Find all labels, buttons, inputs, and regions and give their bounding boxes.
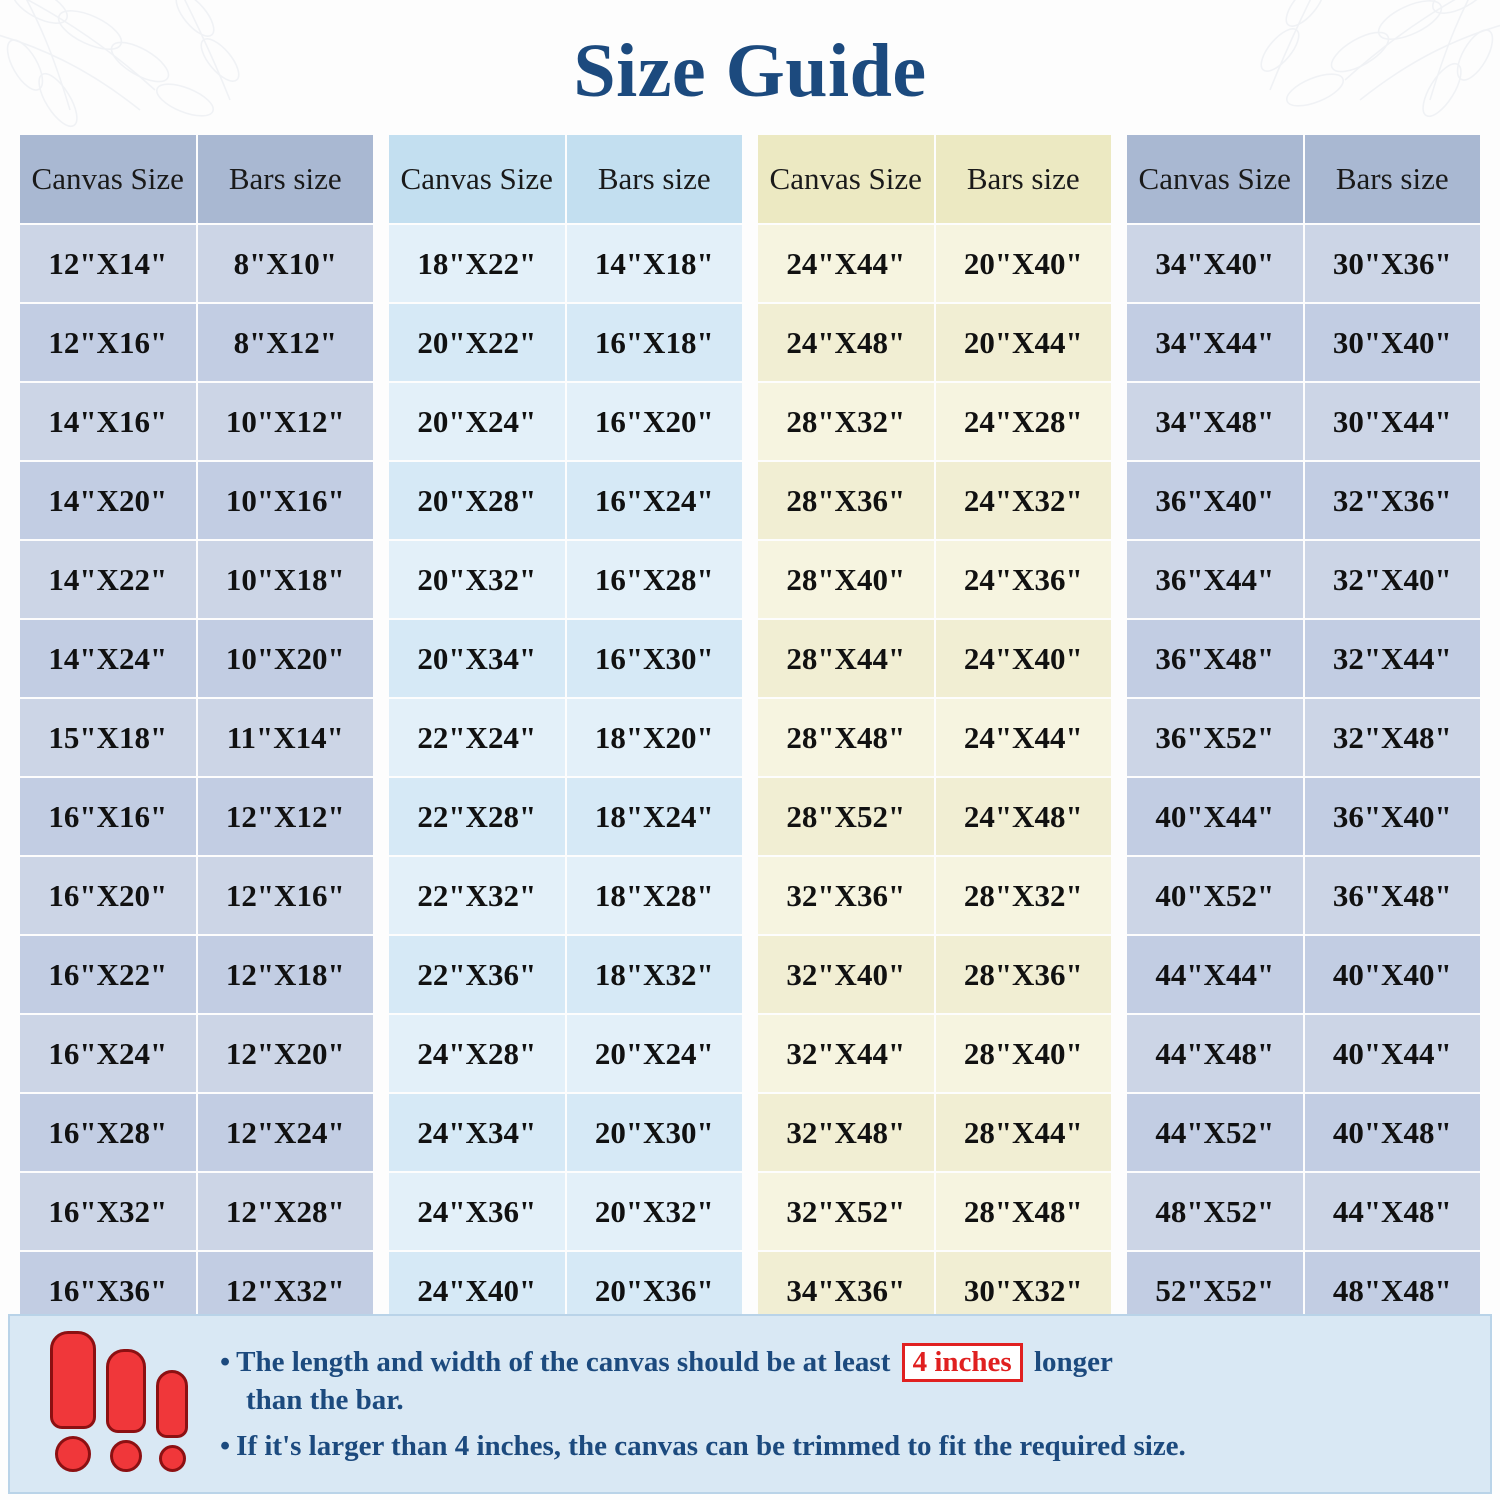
table-row (389, 304, 742, 381)
canvas-size-cell: 22"X32" (389, 857, 565, 934)
table-row (1127, 462, 1480, 539)
canvas-size-cell: 18"X22" (389, 225, 565, 302)
bars-size-cell: 36"X40" (1305, 778, 1481, 855)
bars-size-cell: 24"X36" (936, 541, 1112, 618)
table-body-1 (20, 225, 373, 1329)
bars-size-cell: 48"X48" (1305, 1252, 1481, 1329)
table-row (1127, 1015, 1480, 1092)
bars-size-cell: 40"X40" (1305, 936, 1481, 1013)
table-row (389, 778, 742, 855)
size-table-3 (756, 133, 1113, 1331)
bars-size-cell: 18"X24" (567, 778, 743, 855)
size-tables-container (0, 133, 1500, 1331)
bars-size-cell: 12"X24" (198, 1094, 374, 1171)
table-header-row (758, 135, 1111, 223)
table-row (758, 699, 1111, 776)
bars-size-cell: 12"X18" (198, 936, 374, 1013)
canvas-size-cell: 34"X36" (758, 1252, 934, 1329)
bars-size-cell: 14"X18" (567, 225, 743, 302)
table-row (1127, 857, 1480, 934)
table-row (758, 225, 1111, 302)
column-header-bars-size: Bars size (198, 135, 374, 223)
bars-size-cell: 36"X48" (1305, 857, 1481, 934)
canvas-size-cell: 28"X32" (758, 383, 934, 460)
canvas-size-cell: 34"X40" (1127, 225, 1303, 302)
canvas-size-cell: 28"X40" (758, 541, 934, 618)
canvas-size-cell: 36"X40" (1127, 462, 1303, 539)
table-row (20, 462, 373, 539)
table-row (1127, 541, 1480, 618)
bars-size-cell: 20"X36" (567, 1252, 743, 1329)
canvas-size-cell: 24"X28" (389, 1015, 565, 1092)
table-row (389, 936, 742, 1013)
canvas-size-cell: 16"X16" (20, 778, 196, 855)
canvas-size-cell: 24"X34" (389, 1094, 565, 1171)
table-row (758, 541, 1111, 618)
column-header-bars-size: Bars size (936, 135, 1112, 223)
canvas-size-cell: 32"X36" (758, 857, 934, 934)
canvas-size-cell: 28"X36" (758, 462, 934, 539)
bars-size-cell: 30"X40" (1305, 304, 1481, 381)
size-table-1 (18, 133, 375, 1331)
note-1-text-part-1: The length and width of the canvas should be at least (236, 1346, 891, 1379)
column-header-bars-size: Bars size (567, 135, 743, 223)
table-row (758, 857, 1111, 934)
bars-size-cell: 24"X32" (936, 462, 1112, 539)
table-row (389, 1173, 742, 1250)
table-row (20, 1173, 373, 1250)
table-row (1127, 699, 1480, 776)
bars-size-cell: 28"X48" (936, 1173, 1112, 1250)
canvas-size-cell: 20"X34" (389, 620, 565, 697)
table-header-row (1127, 135, 1480, 223)
bars-size-cell: 28"X36" (936, 936, 1112, 1013)
bars-size-cell: 20"X30" (567, 1094, 743, 1171)
bars-size-cell: 18"X20" (567, 699, 743, 776)
bars-size-cell: 10"X20" (198, 620, 374, 697)
bars-size-cell: 30"X32" (936, 1252, 1112, 1329)
bars-size-cell: 28"X40" (936, 1015, 1112, 1092)
table-row (389, 541, 742, 618)
footer-notes (214, 1343, 1476, 1465)
canvas-size-cell: 22"X36" (389, 936, 565, 1013)
canvas-size-cell: 28"X52" (758, 778, 934, 855)
bars-size-cell: 18"X32" (567, 936, 743, 1013)
table-row (758, 620, 1111, 697)
bars-size-cell: 12"X16" (198, 857, 374, 934)
canvas-size-cell: 28"X44" (758, 620, 934, 697)
canvas-size-cell: 36"X48" (1127, 620, 1303, 697)
bars-size-cell: 20"X32" (567, 1173, 743, 1250)
bars-size-cell: 16"X28" (567, 541, 743, 618)
table-row (758, 936, 1111, 1013)
table-row (389, 857, 742, 934)
table-row (758, 1015, 1111, 1092)
canvas-size-cell: 24"X48" (758, 304, 934, 381)
canvas-size-cell: 44"X44" (1127, 936, 1303, 1013)
exclamation-icon (156, 1370, 188, 1472)
table-row (758, 383, 1111, 460)
canvas-size-cell: 48"X52" (1127, 1173, 1303, 1250)
bars-size-cell: 44"X48" (1305, 1173, 1481, 1250)
bars-size-cell: 40"X48" (1305, 1094, 1481, 1171)
page-title: Size Guide (573, 29, 927, 113)
table-row (389, 462, 742, 539)
bars-size-cell: 16"X30" (567, 620, 743, 697)
bars-size-cell: 12"X20" (198, 1015, 374, 1092)
bars-size-cell: 32"X44" (1305, 620, 1481, 697)
table-body-3 (758, 225, 1111, 1329)
bars-size-cell: 16"X24" (567, 462, 743, 539)
table-header-row (389, 135, 742, 223)
note-2-text: If it's larger than 4 inches, the canvas can be trimmed to fit the required size. (236, 1430, 1186, 1463)
canvas-size-cell: 22"X28" (389, 778, 565, 855)
table-row (20, 383, 373, 460)
note-1-line-2: than the bar. (246, 1383, 404, 1416)
canvas-size-cell: 16"X22" (20, 936, 196, 1013)
table-row (1127, 1094, 1480, 1171)
table-row (20, 699, 373, 776)
bullet-icon: • (220, 1346, 231, 1379)
bars-size-cell: 12"X28" (198, 1173, 374, 1250)
table-row (389, 1015, 742, 1092)
note-line-1 (220, 1343, 1476, 1418)
bars-size-cell: 28"X32" (936, 857, 1112, 934)
table-row (758, 304, 1111, 381)
canvas-size-cell: 14"X22" (20, 541, 196, 618)
table-row (389, 225, 742, 302)
canvas-size-cell: 36"X52" (1127, 699, 1303, 776)
canvas-size-cell: 40"X44" (1127, 778, 1303, 855)
bars-size-cell: 28"X44" (936, 1094, 1112, 1171)
table-row (20, 304, 373, 381)
column-header-canvas-size: Canvas Size (389, 135, 565, 223)
note-line-2 (220, 1428, 1476, 1465)
note-1-text-part-2: longer (1033, 1346, 1113, 1379)
table-row (20, 857, 373, 934)
table-row (1127, 620, 1480, 697)
canvas-size-cell: 16"X20" (20, 857, 196, 934)
table-header-row (20, 135, 373, 223)
bars-size-cell: 8"X10" (198, 225, 374, 302)
canvas-size-cell: 20"X32" (389, 541, 565, 618)
bullet-icon: • (220, 1430, 231, 1463)
table-body-2 (389, 225, 742, 1329)
size-table-2 (387, 133, 744, 1331)
bars-size-cell: 24"X44" (936, 699, 1112, 776)
canvas-size-cell: 34"X44" (1127, 304, 1303, 381)
bars-size-cell: 24"X48" (936, 778, 1112, 855)
table-row (1127, 778, 1480, 855)
canvas-size-cell: 32"X52" (758, 1173, 934, 1250)
table-row (758, 778, 1111, 855)
canvas-size-cell: 34"X48" (1127, 383, 1303, 460)
canvas-size-cell: 16"X36" (20, 1252, 196, 1329)
canvas-size-cell: 15"X18" (20, 699, 196, 776)
canvas-size-cell: 44"X48" (1127, 1015, 1303, 1092)
exclamation-icon (50, 1331, 96, 1472)
canvas-size-cell: 20"X24" (389, 383, 565, 460)
canvas-size-cell: 40"X52" (1127, 857, 1303, 934)
canvas-size-cell: 32"X44" (758, 1015, 934, 1092)
table-row (20, 1094, 373, 1171)
table-row (20, 1015, 373, 1092)
bars-size-cell: 40"X44" (1305, 1015, 1481, 1092)
table-row (20, 620, 373, 697)
canvas-size-cell: 32"X40" (758, 936, 934, 1013)
footer-note-panel (8, 1314, 1492, 1494)
table-row (1127, 1173, 1480, 1250)
column-header-canvas-size: Canvas Size (758, 135, 934, 223)
bars-size-cell: 30"X44" (1305, 383, 1481, 460)
exclamation-icons (24, 1331, 214, 1478)
canvas-size-cell: 12"X16" (20, 304, 196, 381)
bars-size-cell: 20"X40" (936, 225, 1112, 302)
bars-size-cell: 32"X48" (1305, 699, 1481, 776)
bars-size-cell: 20"X44" (936, 304, 1112, 381)
canvas-size-cell: 20"X28" (389, 462, 565, 539)
bars-size-cell: 32"X40" (1305, 541, 1481, 618)
canvas-size-cell: 14"X20" (20, 462, 196, 539)
table-row (1127, 383, 1480, 460)
canvas-size-cell: 22"X24" (389, 699, 565, 776)
table-row (389, 620, 742, 697)
bars-size-cell: 24"X40" (936, 620, 1112, 697)
table-row (20, 225, 373, 302)
table-row (758, 462, 1111, 539)
bars-size-cell: 16"X20" (567, 383, 743, 460)
canvas-size-cell: 24"X36" (389, 1173, 565, 1250)
table-row (758, 1094, 1111, 1171)
canvas-size-cell: 12"X14" (20, 225, 196, 302)
bars-size-cell: 16"X18" (567, 304, 743, 381)
canvas-size-cell: 16"X24" (20, 1015, 196, 1092)
table-row (389, 699, 742, 776)
table-row (1127, 936, 1480, 1013)
canvas-size-cell: 36"X44" (1127, 541, 1303, 618)
bars-size-cell: 18"X28" (567, 857, 743, 934)
table-row (1127, 304, 1480, 381)
note-1-highlight: 4 inches (902, 1343, 1023, 1381)
canvas-size-cell: 44"X52" (1127, 1094, 1303, 1171)
bars-size-cell: 24"X28" (936, 383, 1112, 460)
table-row (20, 541, 373, 618)
canvas-size-cell: 24"X40" (389, 1252, 565, 1329)
bars-size-cell: 11"X14" (198, 699, 374, 776)
canvas-size-cell: 16"X28" (20, 1094, 196, 1171)
bars-size-cell: 12"X32" (198, 1252, 374, 1329)
exclamation-icon (106, 1349, 146, 1472)
table-row (20, 778, 373, 855)
table-row (1127, 225, 1480, 302)
column-header-canvas-size: Canvas Size (1127, 135, 1303, 223)
bars-size-cell: 10"X12" (198, 383, 374, 460)
canvas-size-cell: 14"X16" (20, 383, 196, 460)
bars-size-cell: 12"X12" (198, 778, 374, 855)
canvas-size-cell: 24"X44" (758, 225, 934, 302)
canvas-size-cell: 52"X52" (1127, 1252, 1303, 1329)
canvas-size-cell: 16"X32" (20, 1173, 196, 1250)
bars-size-cell: 10"X18" (198, 541, 374, 618)
bars-size-cell: 10"X16" (198, 462, 374, 539)
table-row (758, 1173, 1111, 1250)
column-header-canvas-size: Canvas Size (20, 135, 196, 223)
table-row (20, 936, 373, 1013)
bars-size-cell: 8"X12" (198, 304, 374, 381)
bars-size-cell: 20"X24" (567, 1015, 743, 1092)
canvas-size-cell: 28"X48" (758, 699, 934, 776)
table-row (389, 383, 742, 460)
canvas-size-cell: 14"X24" (20, 620, 196, 697)
column-header-bars-size: Bars size (1305, 135, 1481, 223)
bars-size-cell: 32"X36" (1305, 462, 1481, 539)
canvas-size-cell: 32"X48" (758, 1094, 934, 1171)
size-table-4 (1125, 133, 1482, 1331)
table-row (389, 1094, 742, 1171)
bars-size-cell: 30"X36" (1305, 225, 1481, 302)
canvas-size-cell: 20"X22" (389, 304, 565, 381)
table-body-4 (1127, 225, 1480, 1329)
